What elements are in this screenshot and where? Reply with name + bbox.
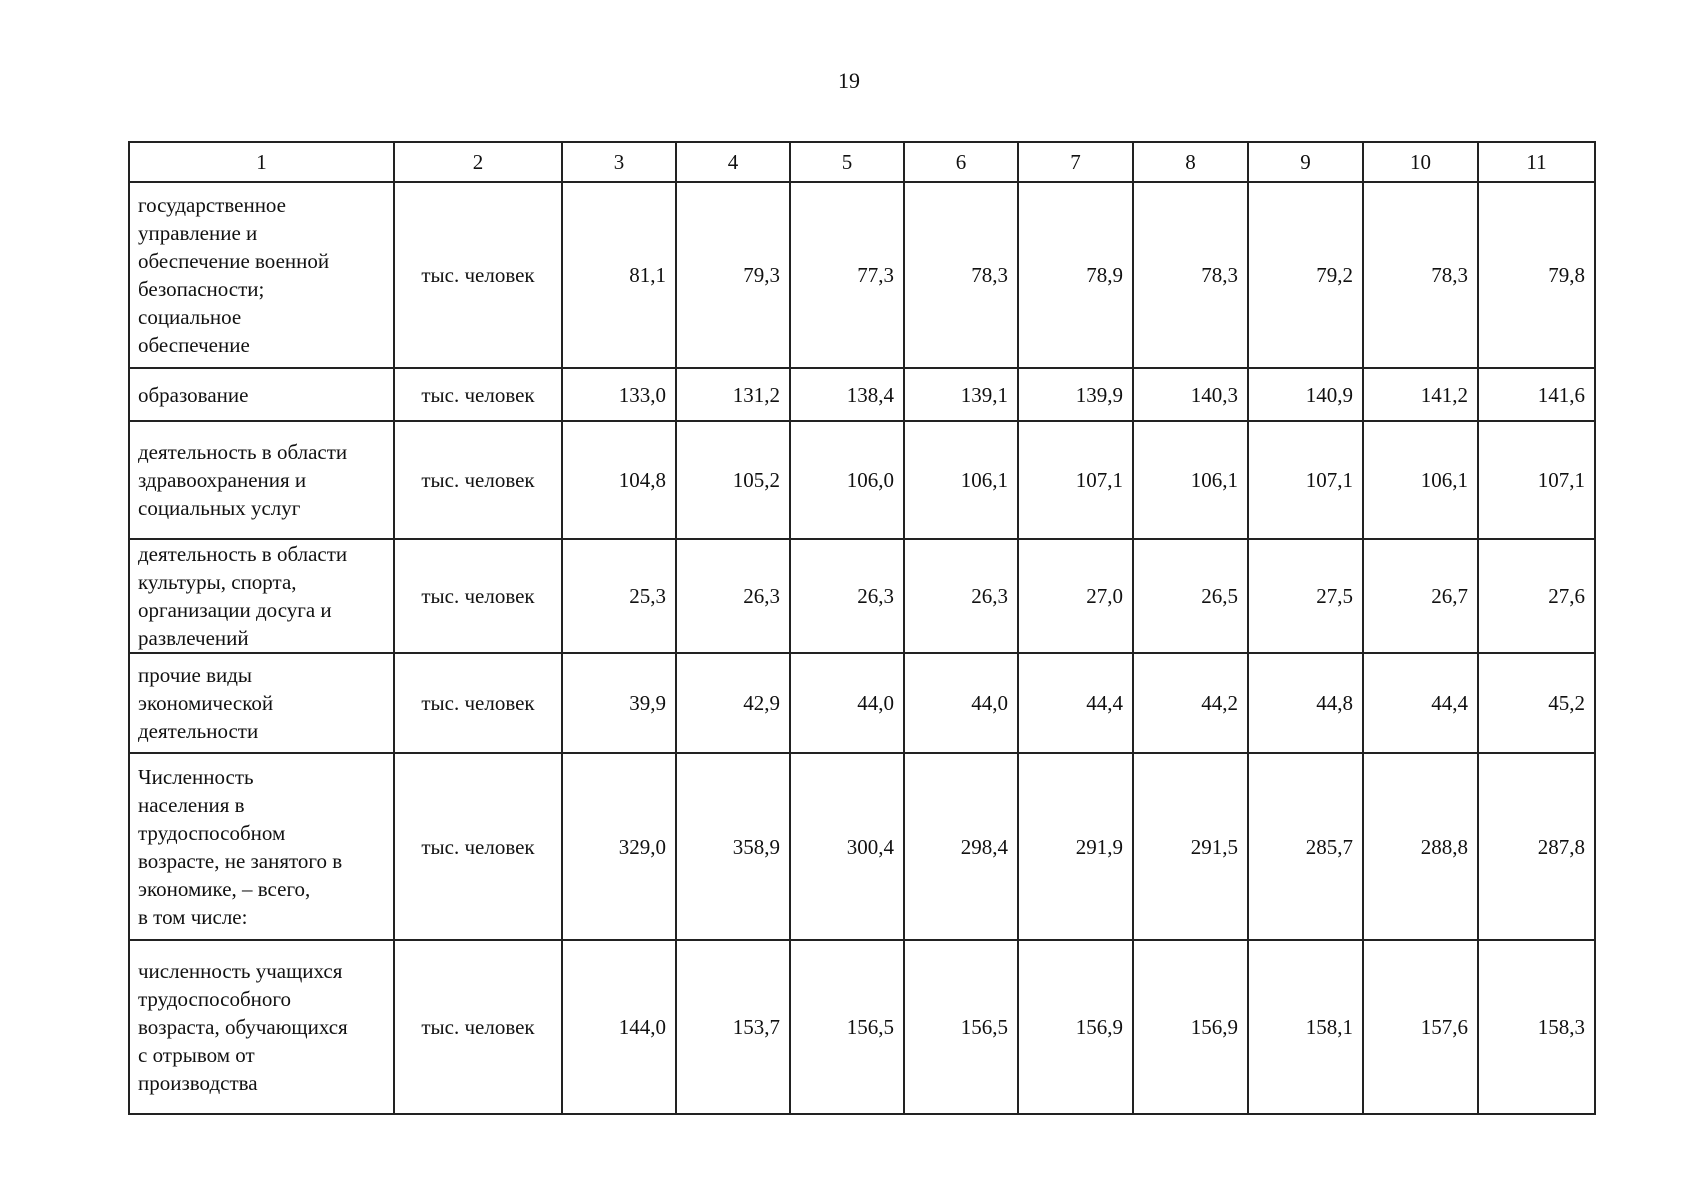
value-cell: 25,3 <box>562 539 676 653</box>
value-cell: 287,8 <box>1478 753 1595 940</box>
row-unit: тыс. человек <box>394 421 562 539</box>
column-header: 11 <box>1478 142 1595 182</box>
row-unit: тыс. человек <box>394 539 562 653</box>
row-unit: тыс. человек <box>394 653 562 753</box>
value-cell: 156,5 <box>904 940 1018 1114</box>
value-cell: 44,0 <box>790 653 904 753</box>
value-cell: 77,3 <box>790 182 904 368</box>
table-row <box>129 653 1595 753</box>
column-header: 8 <box>1133 142 1248 182</box>
row-label: деятельность в области здравоохранения и социальных услуг <box>129 421 394 539</box>
row-unit: тыс. человек <box>394 940 562 1114</box>
table-row <box>129 940 1595 1114</box>
value-cell: 288,8 <box>1363 753 1478 940</box>
value-cell: 156,9 <box>1018 940 1133 1114</box>
row-label: прочие виды экономической деятельности <box>129 653 394 753</box>
column-header: 1 <box>129 142 394 182</box>
value-cell: 106,0 <box>790 421 904 539</box>
value-cell: 285,7 <box>1248 753 1363 940</box>
value-cell: 78,3 <box>904 182 1018 368</box>
column-header: 9 <box>1248 142 1363 182</box>
table-row <box>129 182 1595 368</box>
value-cell: 81,1 <box>562 182 676 368</box>
value-cell: 298,4 <box>904 753 1018 940</box>
value-cell: 104,8 <box>562 421 676 539</box>
value-cell: 44,4 <box>1363 653 1478 753</box>
table-row <box>129 539 1595 653</box>
table-row <box>129 753 1595 940</box>
value-cell: 45,2 <box>1478 653 1595 753</box>
value-cell: 131,2 <box>676 368 790 421</box>
row-label: Численность населения в трудоспособном возрасте, не занятого в экономике, – всего, в том числе: <box>129 753 394 940</box>
page-number: 19 <box>838 68 860 93</box>
row-unit: тыс. человек <box>394 753 562 940</box>
table-row <box>129 421 1595 539</box>
value-cell: 39,9 <box>562 653 676 753</box>
value-cell: 79,3 <box>676 182 790 368</box>
column-header: 2 <box>394 142 562 182</box>
value-cell: 44,4 <box>1018 653 1133 753</box>
value-cell: 44,2 <box>1133 653 1248 753</box>
table-row <box>129 368 1595 421</box>
value-cell: 26,3 <box>676 539 790 653</box>
value-cell: 158,3 <box>1478 940 1595 1114</box>
value-cell: 300,4 <box>790 753 904 940</box>
value-cell: 156,9 <box>1133 940 1248 1114</box>
value-cell: 144,0 <box>562 940 676 1114</box>
value-cell: 141,6 <box>1478 368 1595 421</box>
column-header: 6 <box>904 142 1018 182</box>
table-header <box>129 142 1595 182</box>
value-cell: 106,1 <box>904 421 1018 539</box>
value-cell: 138,4 <box>790 368 904 421</box>
value-cell: 79,2 <box>1248 182 1363 368</box>
row-label: численность учащихся трудоспособного возраста, обучающихся с отрывом от производства <box>129 940 394 1114</box>
value-cell: 139,9 <box>1018 368 1133 421</box>
value-cell: 107,1 <box>1018 421 1133 539</box>
column-header: 3 <box>562 142 676 182</box>
value-cell: 44,0 <box>904 653 1018 753</box>
value-cell: 27,5 <box>1248 539 1363 653</box>
value-cell: 153,7 <box>676 940 790 1114</box>
row-unit: тыс. человек <box>394 182 562 368</box>
value-cell: 358,9 <box>676 753 790 940</box>
row-unit: тыс. человек <box>394 368 562 421</box>
row-label: государственное управление и обеспечение военной безопасности; социальное обеспечение <box>129 182 394 368</box>
value-cell: 26,5 <box>1133 539 1248 653</box>
value-cell: 26,7 <box>1363 539 1478 653</box>
value-cell: 27,6 <box>1478 539 1595 653</box>
value-cell: 107,1 <box>1248 421 1363 539</box>
row-label: образование <box>129 368 394 421</box>
value-cell: 157,6 <box>1363 940 1478 1114</box>
value-cell: 158,1 <box>1248 940 1363 1114</box>
column-header: 7 <box>1018 142 1133 182</box>
value-cell: 44,8 <box>1248 653 1363 753</box>
value-cell: 291,9 <box>1018 753 1133 940</box>
value-cell: 140,9 <box>1248 368 1363 421</box>
value-cell: 139,1 <box>904 368 1018 421</box>
header-row <box>129 142 1595 182</box>
value-cell: 329,0 <box>562 753 676 940</box>
value-cell: 291,5 <box>1133 753 1248 940</box>
value-cell: 78,3 <box>1133 182 1248 368</box>
value-cell: 78,3 <box>1363 182 1478 368</box>
value-cell: 106,1 <box>1363 421 1478 539</box>
value-cell: 141,2 <box>1363 368 1478 421</box>
value-cell: 79,8 <box>1478 182 1595 368</box>
column-header: 5 <box>790 142 904 182</box>
column-header: 10 <box>1363 142 1478 182</box>
data-table <box>128 141 1596 1115</box>
value-cell: 156,5 <box>790 940 904 1114</box>
value-cell: 27,0 <box>1018 539 1133 653</box>
value-cell: 106,1 <box>1133 421 1248 539</box>
value-cell: 78,9 <box>1018 182 1133 368</box>
value-cell: 107,1 <box>1478 421 1595 539</box>
value-cell: 42,9 <box>676 653 790 753</box>
value-cell: 105,2 <box>676 421 790 539</box>
value-cell: 133,0 <box>562 368 676 421</box>
value-cell: 26,3 <box>904 539 1018 653</box>
value-cell: 140,3 <box>1133 368 1248 421</box>
value-cell: 26,3 <box>790 539 904 653</box>
column-header: 4 <box>676 142 790 182</box>
row-label: деятельность в области культуры, спорта, организации досуга и развлечений <box>129 539 394 653</box>
table-body <box>129 182 1595 1114</box>
